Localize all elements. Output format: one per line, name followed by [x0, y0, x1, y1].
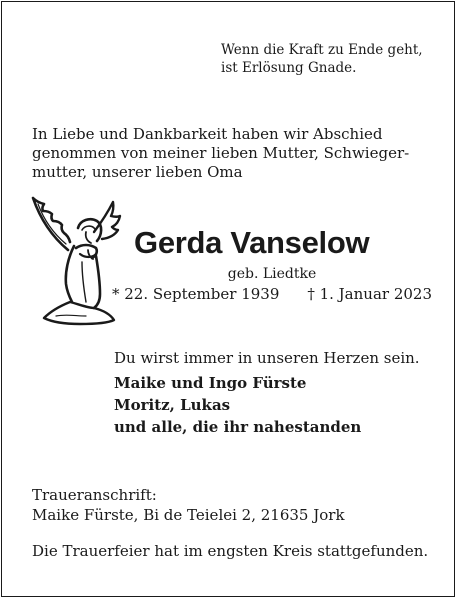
birth-date: * 22. September 1939 — [112, 285, 280, 303]
intro-line-3: mutter, unserer lieben Oma — [32, 163, 243, 181]
motto-quote — [221, 41, 446, 77]
motto-line-2: ist Erlösung Gnade. — [221, 60, 357, 76]
address-value: Maike Fürste, Bi de Teielei 2, 21635 Jork — [32, 506, 345, 524]
address-label: Traueranschrift: — [32, 486, 157, 504]
motto-line-1: Wenn die Kraft zu Ende geht, — [221, 42, 423, 58]
mourner-line-1: Maike und Ingo Fürste — [114, 374, 307, 392]
angel-icon — [30, 192, 124, 332]
maiden-name: geb. Liedtke — [227, 266, 317, 282]
mourner-line-3: und alle, die ihr nahestanden — [114, 418, 362, 436]
deceased-name: Gerda Vanselow — [134, 225, 370, 260]
death-date: † 1. Januar 2023 — [307, 285, 432, 303]
life-dates — [112, 284, 432, 304]
remembrance-text: Du wirst immer in unseren Herzen sein. — [114, 349, 420, 367]
funeral-note: Die Trauerfeier hat im engsten Kreis stattgefunden. — [32, 542, 429, 560]
mourning-address — [32, 485, 345, 525]
mourner-line-2: Moritz, Lukas — [114, 396, 231, 414]
obituary-notice — [1, 1, 455, 597]
mourners-list — [114, 372, 361, 438]
intro-line-2: genommen von meiner lieben Mutter, Schwieger- — [32, 144, 410, 162]
intro-line-1: In Liebe und Dankbarkeit haben wir Abschied — [32, 125, 383, 143]
intro-text — [32, 125, 431, 182]
